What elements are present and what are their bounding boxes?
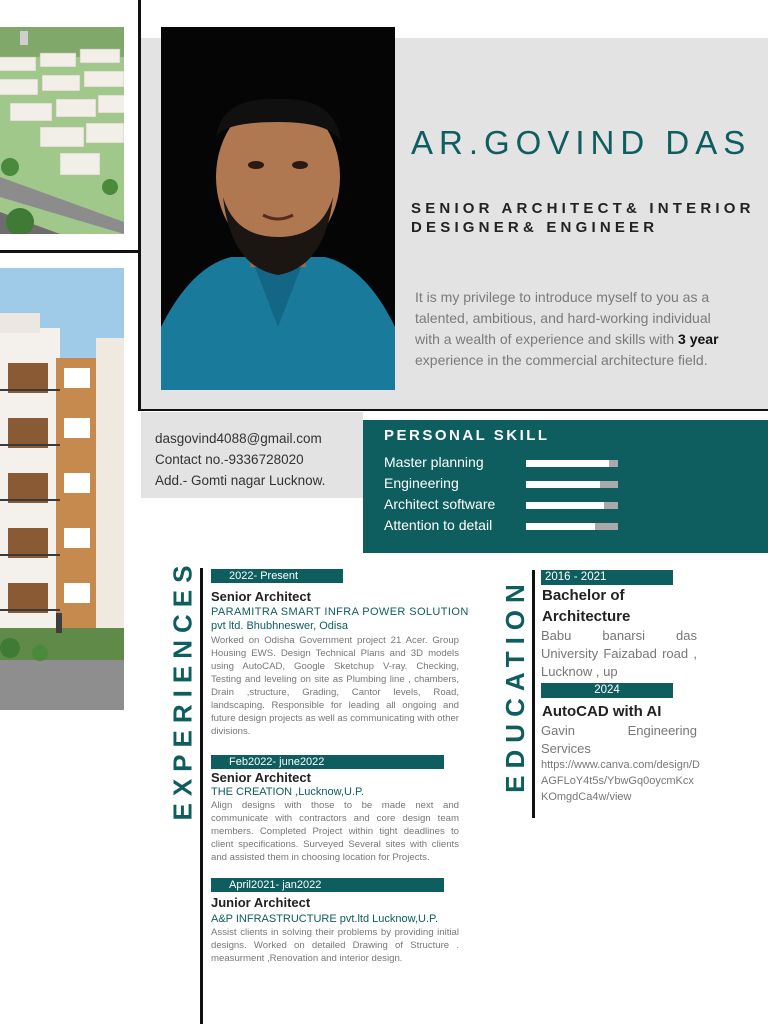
intro-text: It is my privilege to introduce myself to you as a talented, ambitious, and hard-working individual with a wealth of experience and skills with [415, 289, 711, 347]
skill-bar [526, 502, 618, 509]
experience-company: THE CREATION ,Lucknow,U.P. [211, 786, 365, 798]
experience-description: Worked on Odisha Government project 21 Acer. Group Housing EWS. Design Technical Plans and 3D models using AutoCAD, Google Sketchup V-ray. Checking, Testing and leveling on site as Plumbing line , chambers, Drain ,structure, Grading, Cantor levels, Road, landscaping. Responsible for leading all ongoing and future design projects as well as communicating with other divisions. [211, 635, 459, 737]
skills-title: PERSONAL SKILL [384, 427, 550, 444]
housing-aerial-photo [0, 27, 124, 234]
horizontal-rule-left [0, 250, 140, 253]
education-institution: Babu banarsi das University Faizabad road , Lucknow , up [541, 628, 697, 679]
personal-skills-panel [363, 420, 768, 553]
experiences-heading: EXPERIENCES [167, 558, 198, 821]
skill-label: Master planning [384, 454, 484, 470]
intro-text-end: experience in the commercial architecture field. [415, 352, 708, 368]
education-degree: Bachelor of Architecture [542, 587, 631, 625]
skill-bar-fill [526, 523, 595, 530]
skill-bar [526, 481, 618, 488]
vertical-rule-experience [200, 568, 203, 1024]
profile-photo [161, 27, 395, 390]
experience-period: 2022- Present [211, 569, 343, 583]
skill-bar-fill [526, 460, 609, 467]
skill-label: Attention to detail [384, 517, 493, 533]
contact-block [155, 428, 370, 491]
skill-row [384, 494, 764, 515]
education-period: 2024 [541, 683, 673, 698]
person-name: AR.GOVIND DAS [411, 124, 752, 161]
skill-label: Architect software [384, 496, 496, 512]
experience-role: Senior Architect [211, 770, 311, 785]
contact-phone[interactable]: Contact no.-9336728020 [155, 452, 304, 467]
experience-description: Assist clients in solving their problems by providing initial designs. Worked on detailed Drawing of Structure . measurment ,Renovation and interior design. [211, 927, 459, 964]
skill-row [384, 452, 764, 473]
skill-bar-fill [526, 502, 604, 509]
skill-bar-fill [526, 481, 600, 488]
contact-email[interactable]: dasgovind4088@gmail.com [155, 431, 322, 446]
skill-bar [526, 460, 618, 467]
education-institution: Gavin Engineering Services [541, 723, 697, 756]
experience-period: April2021- jan2022 [211, 878, 444, 892]
skill-bar [526, 523, 618, 530]
apartment-building-photo [0, 268, 124, 710]
experience-company: A&P INFRASTRUCTURE pvt.ltd Lucknow,U.P. [211, 913, 438, 925]
person-role: SENIOR ARCHITECT& INTERIOR DESIGNER& ENGINEER [411, 200, 755, 236]
vertical-rule-education [532, 570, 535, 818]
contact-address: Add.- Gomti nagar Lucknow. [155, 473, 326, 488]
experience-description: Align designs with those to be made next and communicate with contractors and core design team members. Completed Project within tight deadlines to client specifications. Surveyed Several sites with clients and assisted them in choosing location for Projects. [211, 800, 459, 863]
intro-paragraph [415, 287, 725, 371]
education-heading: EDUCATION [500, 577, 530, 793]
skill-label: Engineering [384, 475, 459, 491]
experience-role: Junior Architect [211, 895, 311, 910]
experience-role: Senior Architect [211, 589, 311, 604]
education-link[interactable]: https://www.canva.com/design/DAGFLoY4t5s/YbwGq0oycmKcxKOmgdCa4w/view [541, 759, 700, 803]
intro-highlight: 3 year [678, 331, 719, 347]
experience-company-location: pvt ltd. Bhubhneswer, Odisa [211, 620, 348, 632]
experience-company: PARAMITRA SMART INFRA POWER SOLUTION [211, 606, 469, 618]
education-degree: AutoCAD with AI [542, 703, 662, 720]
skill-row [384, 515, 764, 536]
skill-row [384, 473, 764, 494]
experience-period: Feb2022- june2022 [211, 755, 444, 769]
education-period: 2016 - 2021 [541, 570, 673, 585]
